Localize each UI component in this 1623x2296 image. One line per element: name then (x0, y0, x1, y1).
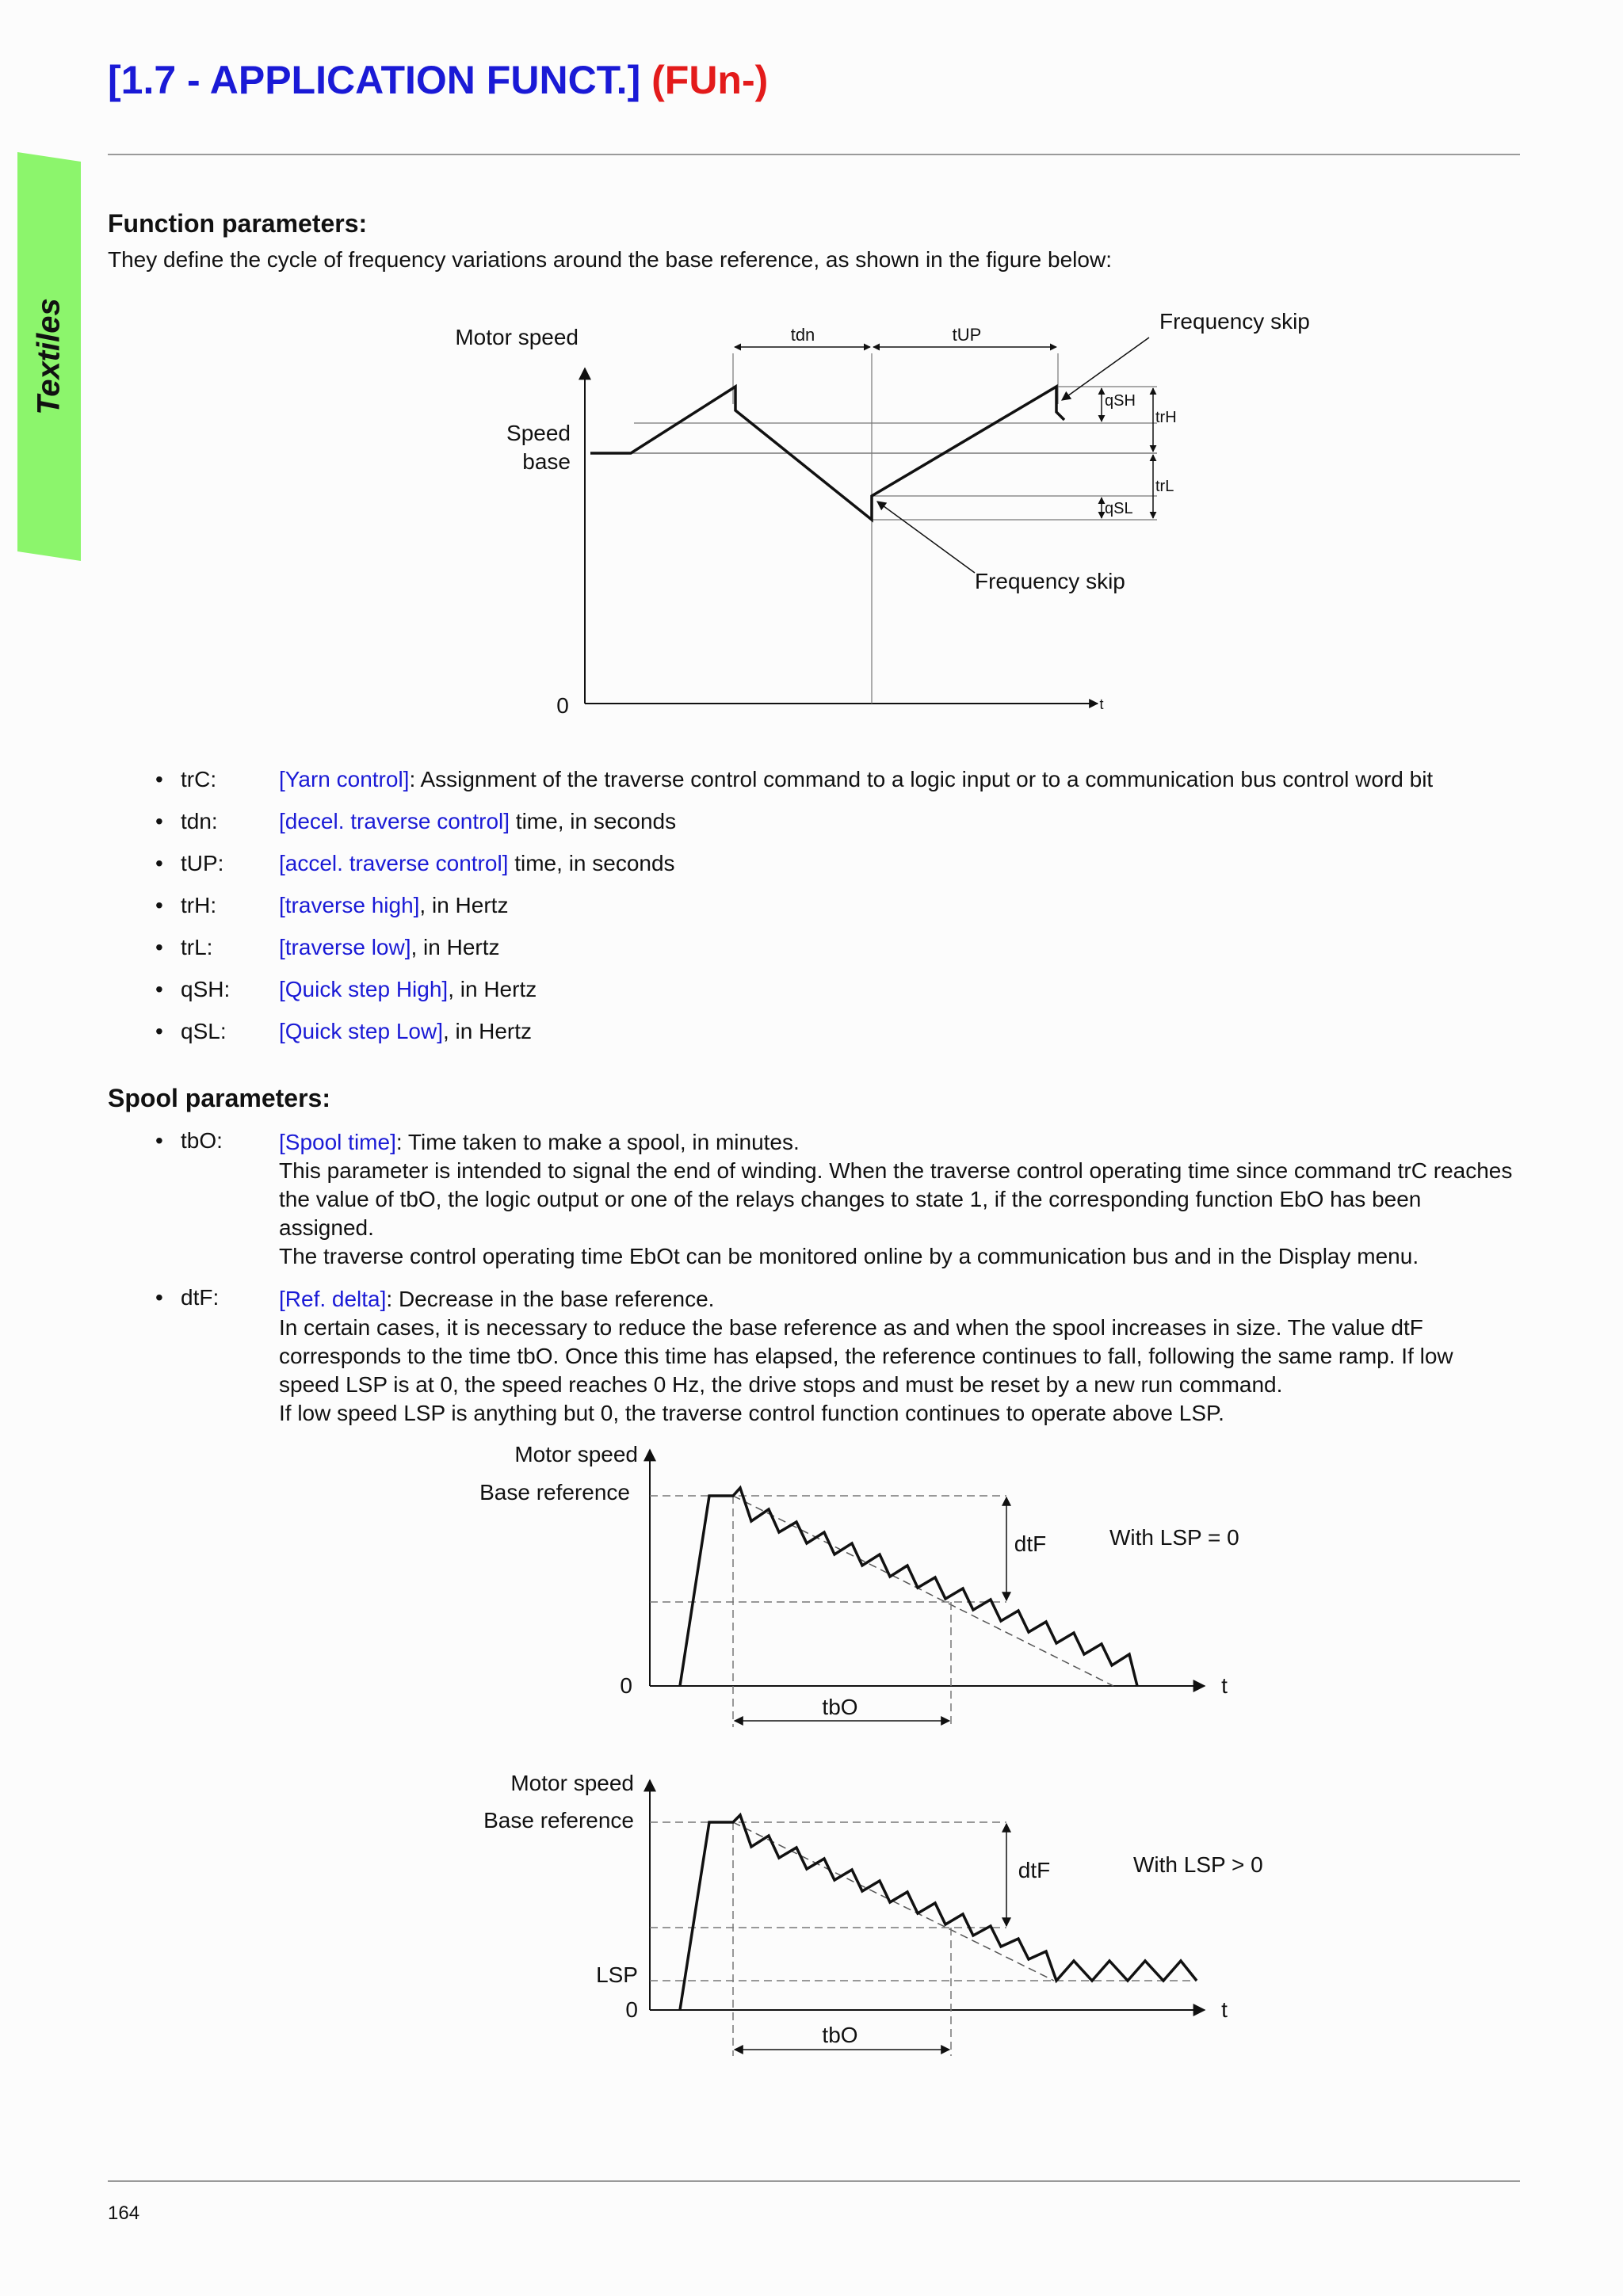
bullet: • (155, 893, 163, 917)
parameter-detail-line: If low speed LSP is anything but 0, the traverse control function continues to operate above LSP. (279, 1401, 1224, 1425)
bullet: • (155, 977, 163, 1001)
parameter-link: [Yarn control] (279, 767, 410, 791)
fig3-lsp-note: With LSP > 0 (1133, 1852, 1263, 1877)
function-parameters-heading: Function parameters: (108, 209, 368, 238)
parameter-text: , in Hertz (419, 893, 509, 917)
parameter-text: : Time taken to make a spool, in minutes. (395, 1130, 800, 1154)
parameter-text: : Assignment of the traverse control command to a logic input or to a communication bus control word bit (409, 767, 1434, 791)
parameter-link: [Quick step High] (279, 977, 449, 1001)
bullet: • (155, 1019, 163, 1043)
parameter-description (279, 849, 1518, 878)
spool-figure-lsp-zero (468, 1434, 1260, 1735)
fig3-dtf-label: dtF (1018, 1858, 1051, 1882)
bullet: • (155, 935, 163, 959)
parameter-link: [Spool time] (279, 1130, 396, 1154)
fig1-skip-bottom-arrow (877, 502, 975, 573)
page-title-main: [1.7 - APPLICATION FUNCT.] (108, 58, 641, 102)
parameter-description (279, 765, 1518, 794)
bullet: • (155, 1128, 163, 1153)
bullet: • (155, 1285, 163, 1310)
parameter-description (279, 891, 1518, 920)
function-parameter-item (155, 1017, 1518, 1059)
fig1-qsh-label: qSH (1105, 392, 1136, 410)
parameter-code: trC: (181, 767, 217, 791)
fig3-tbo-label: tbO (822, 2023, 858, 2047)
page-title-code: (FUn-) (651, 58, 769, 102)
parameter-text: , in Hertz (442, 1019, 533, 1043)
parameter-first-line (279, 1128, 1518, 1157)
parameter-link: [Quick step Low] (279, 1019, 443, 1043)
header-divider (108, 154, 1520, 155)
parameter-code: qSL: (181, 1019, 227, 1043)
fig1-skip-bottom-label: Frequency skip (975, 569, 1125, 593)
bullet: • (155, 851, 163, 875)
fig1-qsl-label: qSL (1105, 500, 1133, 517)
footer-divider (108, 2180, 1520, 2182)
fig1-skip-top-arrow (1062, 338, 1149, 400)
fig2-lsp-note: With LSP = 0 (1109, 1525, 1239, 1550)
spool-parameter-item (155, 1128, 1518, 1271)
fig2-dtf-label: dtF (1014, 1531, 1047, 1556)
traverse-cycle-figure (455, 309, 1347, 729)
parameter-detail-line: This parameter is intended to signal the end of winding. When the traverse control operating time since command trC reaches the value of tbO, the logic output or one of the relays changes to state 1, if the corresponding function EbO has been assigned. (279, 1158, 1513, 1240)
function-parameter-item (155, 975, 1518, 1017)
parameter-description (279, 933, 1518, 962)
parameter-text: , in Hertz (448, 977, 537, 1001)
parameter-code: tdn: (181, 809, 218, 833)
fig2-speed-curve (680, 1488, 1137, 1686)
fig1-skip-top-label: Frequency skip (1159, 309, 1310, 334)
spool-figure-lsp-positive (468, 1763, 1263, 2064)
fig1-speed-label-2: base (522, 449, 571, 474)
page-number: 164 (108, 2203, 140, 2224)
parameter-description (279, 975, 1518, 1004)
parameter-code: trL: (181, 935, 213, 959)
fig2-time-label: t (1221, 1673, 1228, 1698)
parameter-code: tbO: (181, 1128, 223, 1153)
spool-parameter-item (155, 1285, 1518, 1428)
function-intro: They define the cycle of frequency variations around the base reference, as shown in the figure below: (108, 247, 1112, 272)
fig1-origin-label: 0 (556, 693, 569, 718)
parameter-link: [traverse low] (279, 935, 411, 959)
function-parameter-item (155, 807, 1518, 849)
fig2-origin-label: 0 (620, 1673, 632, 1698)
function-parameter-item (155, 891, 1518, 933)
parameter-link: [decel. traverse control] (279, 809, 510, 833)
parameter-text: time, in seconds (510, 809, 677, 833)
fig1-trh-label: trH (1155, 409, 1177, 426)
parameter-detail-line: The traverse control operating time EbOt can be monitored online by a communication bus and in the Display menu. (279, 1244, 1419, 1268)
function-parameter-item (155, 933, 1518, 975)
function-parameter-item (155, 849, 1518, 891)
parameter-text: , in Hertz (411, 935, 500, 959)
fig1-trl-label: trL (1155, 478, 1174, 495)
function-parameter-list (155, 765, 1518, 1059)
parameter-detail-line: In certain cases, it is necessary to reduce the base reference as and when the spool increases in size. The value dtF corresponds to the time tbO. Once this time has elapsed, the reference continues to fall, following the same ramp. If low speed LSP is at 0, the speed reaches 0 Hz, the drive stops and must be reset by a new run command. (279, 1315, 1453, 1397)
parameter-link: [traverse high] (279, 893, 420, 917)
parameter-code: tUP: (181, 851, 224, 875)
parameter-code: trH: (181, 893, 217, 917)
fig2-base-ref-label: Base reference (479, 1480, 630, 1505)
parameter-link: [accel. traverse control] (279, 851, 509, 875)
fig1-y-axis-label: Motor speed (455, 325, 579, 349)
fig2-y-axis-label: Motor speed (514, 1442, 638, 1466)
page-title (108, 57, 768, 103)
function-parameter-item (155, 765, 1518, 807)
fig1-axes (585, 368, 1098, 704)
fig2-tbo-label: tbO (822, 1695, 858, 1719)
side-tab-label: Textiles (31, 298, 67, 415)
fig1-tup-label: tUP (952, 325, 982, 345)
fig1-tdn-label: tdn (790, 325, 815, 345)
bullet: • (155, 767, 163, 791)
parameter-description (279, 1128, 1518, 1271)
parameter-description (279, 1285, 1518, 1428)
parameter-code: qSH: (181, 977, 231, 1001)
fig3-time-label: t (1221, 1997, 1228, 2022)
fig1-time-label: t (1099, 696, 1104, 712)
parameter-text: time, in seconds (508, 851, 675, 875)
fig1-speed-label-1: Speed (506, 421, 571, 445)
parameter-first-line (279, 1285, 1518, 1314)
fig3-origin-label: 0 (625, 1997, 638, 2022)
parameter-description (279, 807, 1518, 836)
fig3-lsp-label: LSP (596, 1962, 638, 1987)
parameter-code: dtF: (181, 1285, 220, 1310)
parameter-link: [Ref. delta] (279, 1287, 387, 1311)
spool-parameter-list (155, 1128, 1518, 1442)
bullet: • (155, 809, 163, 833)
fig3-y-axis-label: Motor speed (510, 1771, 634, 1795)
spool-parameters-heading: Spool parameters: (108, 1084, 330, 1112)
parameter-description (279, 1017, 1518, 1046)
fig3-base-ref-label: Base reference (483, 1808, 634, 1833)
parameter-text: : Decrease in the base reference. (386, 1287, 715, 1311)
